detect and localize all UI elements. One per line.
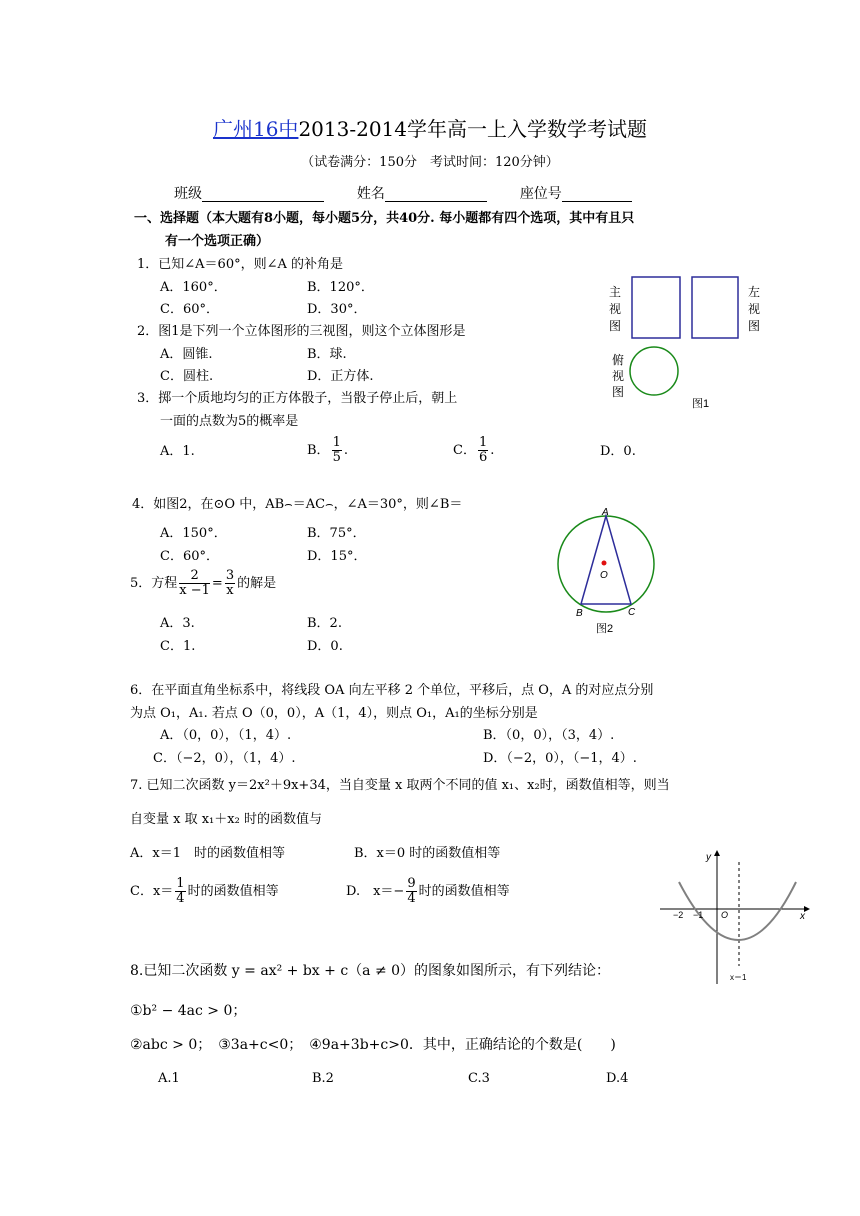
origin-label: O	[721, 910, 729, 920]
question-5-stem: 5．方程 $\frac{2}{x -1}$ = $\frac{3}{x}$ 的解是	[130, 568, 277, 598]
q4-option-a: A．150°．	[160, 526, 227, 541]
q3-option-c: C． $\frac{1}{6}$ .	[453, 435, 495, 465]
q7-option-a: A．x＝1 时的函数值相等	[130, 846, 285, 861]
figure-2-circle-triangle	[552, 502, 672, 642]
question-4-stem: 4．如图2，在⊙O 中，AB⌢＝AC⌢，∠A＝30°，则∠B＝	[132, 497, 463, 512]
name-label: 姓名	[356, 186, 385, 202]
front-view-label: 主视图	[609, 285, 622, 333]
q8-conclusions-2-4: ②abc > 0； ③3a+c<0； ④9a+3b+c>0．其中，正确结论的个数是( )	[130, 1037, 616, 1053]
side-view-label: 左视图	[748, 285, 761, 333]
q2-option-a: A．圆锥.	[160, 347, 213, 362]
q7-option-d: D. x＝− $\frac{9}{4}$ 时的函数值相等	[346, 876, 510, 906]
figure-3-parabola-graph	[660, 848, 810, 988]
figure-1-caption: 图1	[692, 398, 710, 410]
front-view-square	[632, 277, 680, 338]
question-3-stem-cont: 一面的点数为5的概率是	[160, 414, 299, 429]
question-7-stem-cont: 自变量 x 取 x₁＋x₂ 时的函数值与	[130, 812, 322, 827]
triangle-abc	[581, 516, 631, 604]
section-heading: 一、选择题（本大题有8小题，每小题5分，共40分. 每小题都有四个选项，其中有且只	[134, 211, 635, 226]
class-blank[interactable]	[202, 187, 324, 202]
q1-option-a: A．160°．	[160, 280, 227, 295]
q3-option-b: B． $\frac{1}{5}$ .	[307, 435, 348, 465]
q3-option-a: A．1.	[160, 444, 195, 459]
question-2-stem: 2．图1是下列一个立体图形的三视图，则这个立体图形是	[137, 324, 466, 339]
q1-option-b: B．120°．	[307, 280, 374, 295]
q7-option-c: C．x＝ $\frac{1}{4}$ 时的函数值相等	[130, 876, 279, 906]
side-view-square	[692, 277, 738, 338]
q8-option-d: D.4	[606, 1071, 629, 1086]
q5-option-d: D．0.	[307, 639, 343, 654]
q2-option-d: D．正方体.	[307, 369, 374, 384]
school-link[interactable]: 广州16中	[212, 117, 299, 141]
q2-option-b: B．球.	[307, 347, 347, 362]
question-3-stem: 3．掷一个质地均匀的正方体骰子，当骰子停止后，朝上	[137, 391, 458, 406]
label-a: A	[602, 507, 609, 518]
question-6-stem-cont: 为点 O₁，A₁. 若点 O（0，0），A（1，4），则点 O₁，A₁的坐标分别是	[130, 706, 538, 721]
figure-1-three-views	[600, 270, 780, 415]
tick-label-minus-2: −2	[673, 910, 684, 920]
center-point-o	[602, 561, 607, 566]
q5-option-a: A．3.	[160, 616, 195, 631]
student-info-row	[174, 186, 632, 202]
name-blank[interactable]	[385, 187, 487, 202]
y-axis-label: y	[706, 852, 711, 863]
q3-option-d: D．0.	[600, 444, 636, 459]
top-view-label: 俯视图	[612, 353, 625, 399]
label-o: O	[600, 570, 608, 581]
q6-option-d: D．（−2，0），（−1，4）.	[483, 751, 637, 766]
page-title	[0, 117, 860, 141]
q6-option-a: A．（0，0），（1，4）.	[160, 728, 292, 743]
exam-subtitle: （试卷满分：150分 考试时间：120分钟）	[301, 155, 559, 170]
top-view-circle	[630, 347, 678, 395]
q8-option-b: B.2	[312, 1071, 334, 1086]
question-1-stem: 1．已知∠A＝60°，则∠A 的补角是	[137, 257, 344, 272]
symmetry-axis-label: x＝1	[730, 973, 747, 982]
q4-option-c: C．60°．	[160, 549, 219, 564]
q5-option-b: B．2.	[307, 616, 342, 631]
seat-blank[interactable]	[562, 187, 632, 202]
q8-option-a: A.1	[158, 1071, 180, 1086]
q6-option-b: B．（0，0），（3，4）.	[483, 728, 615, 743]
y-axis-arrow	[714, 850, 720, 856]
q1-option-d: D．30°．	[307, 302, 367, 317]
q4-option-b: B．75°．	[307, 526, 366, 541]
q2-option-c: C．圆柱.	[160, 369, 214, 384]
question-7-stem: 7. 已知二次函数 y＝2x²＋9x+34，当自变量 x 取两个不同的值 x₁、x₂时，函数值相等，则当	[130, 778, 670, 793]
title-text: 2013-2014学年高一上入学数学考试题	[298, 117, 647, 141]
tick-label-minus-1: −1	[693, 910, 704, 920]
q6-option-c: C．（−2，0），（1，4）.	[153, 751, 296, 766]
question-8-stem: 8.已知二次函数 y = ax² + bx + c（a ≠ 0）的图象如图所示，有下列结论：	[130, 963, 611, 979]
section-heading-cont: 有一个选项正确）	[165, 234, 270, 249]
q1-option-c: C．60°．	[160, 302, 219, 317]
figure-2-caption: 图2	[596, 623, 614, 635]
q4-option-d: D．15°．	[307, 549, 367, 564]
label-b: B	[576, 608, 583, 619]
class-label: 班级	[174, 186, 202, 202]
q8-conclusion-1: ①b² − 4ac > 0；	[130, 1003, 247, 1019]
q8-option-c: C.3	[468, 1071, 490, 1086]
x-axis-label: x	[800, 911, 805, 922]
q5-option-c: C．1.	[160, 639, 196, 654]
q7-option-b: B．x＝0 时的函数值相等	[354, 846, 501, 861]
label-c: C	[628, 607, 636, 618]
seat-label: 座位号	[519, 186, 562, 202]
question-6-stem: 6．在平面直角坐标系中，将线段 OA 向左平移 2 个单位，平移后，点 O，A 的对应点分别	[130, 683, 654, 698]
